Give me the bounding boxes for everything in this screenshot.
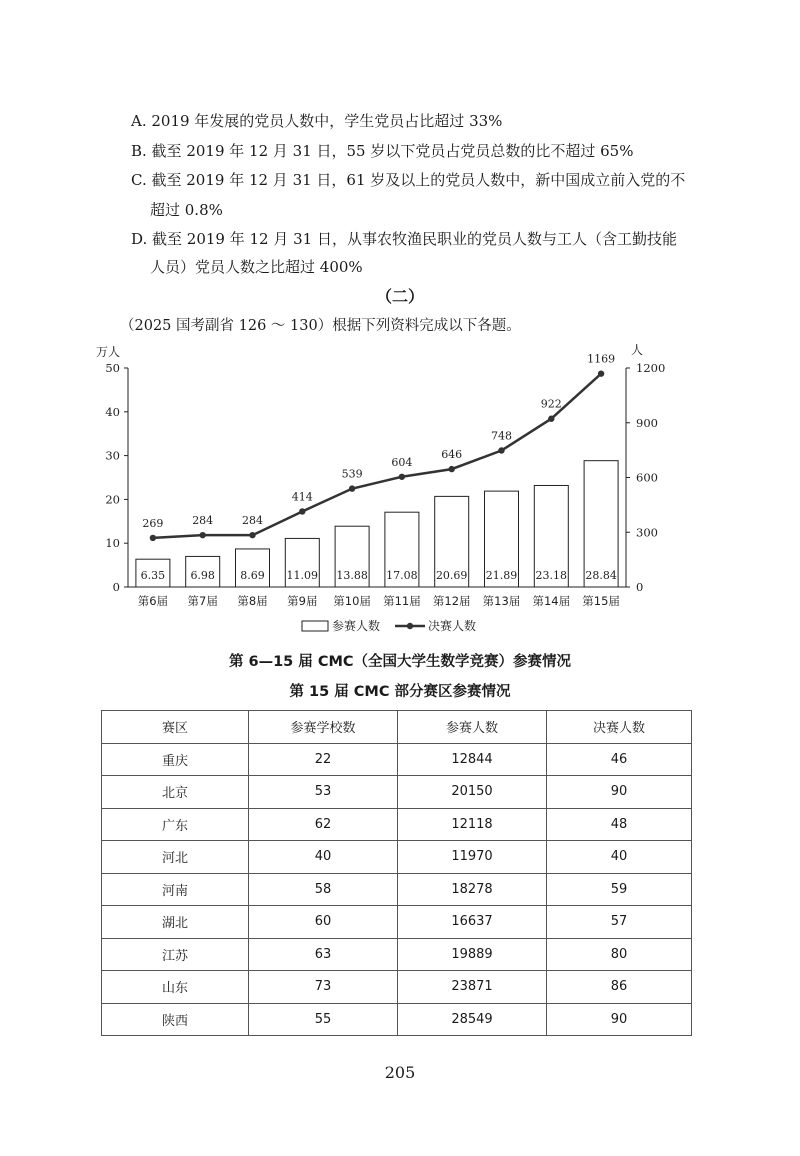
option-d-continued: 人员）党员人数之比超过 400% xyxy=(150,258,363,276)
cell-region: 江苏 xyxy=(102,938,249,971)
cell-region: 河北 xyxy=(102,841,249,874)
bar-value-label: 8.69 xyxy=(240,569,265,582)
table-row xyxy=(102,776,692,809)
line-point xyxy=(249,532,255,538)
cell-region: 河南 xyxy=(102,873,249,906)
line-value-label: 748 xyxy=(491,429,512,443)
cell-region: 湖北 xyxy=(102,906,249,939)
bar-value-label: 28.84 xyxy=(585,569,617,582)
y-right-unit: 人 xyxy=(631,343,644,357)
cell-region: 陕西 xyxy=(102,1003,249,1036)
cell-participants: 12118 xyxy=(398,808,547,841)
cell-participants: 23871 xyxy=(398,971,547,1004)
y-left-tick-label: 20 xyxy=(105,492,120,507)
cell-participants: 18278 xyxy=(398,873,547,906)
cell-schools: 40 xyxy=(249,841,398,874)
cell-finalists: 48 xyxy=(547,808,692,841)
legend-line-label: 决赛人数 xyxy=(428,619,477,633)
cell-participants: 28549 xyxy=(398,1003,547,1036)
table-row xyxy=(102,743,692,776)
y-left-unit: 万人 xyxy=(96,345,121,359)
cell-participants: 19889 xyxy=(398,938,547,971)
region-table xyxy=(101,710,692,1036)
line-value-label: 284 xyxy=(192,514,214,528)
line-point xyxy=(150,535,156,541)
x-tick-label: 第11届 xyxy=(383,594,421,608)
cell-schools: 55 xyxy=(249,1003,398,1036)
option-c-continued: 超过 0.8% xyxy=(150,201,223,219)
cell-schools: 63 xyxy=(249,938,398,971)
cell-region: 重庆 xyxy=(102,743,249,776)
col-header-finalists: 决赛人数 xyxy=(547,711,692,744)
x-tick-label: 第7届 xyxy=(187,594,218,608)
table-header-row xyxy=(102,711,692,744)
cell-region: 北京 xyxy=(102,776,249,809)
cell-participants: 20150 xyxy=(398,776,547,809)
bar-value-label: 17.08 xyxy=(386,569,418,582)
y-right-tick-label: 900 xyxy=(636,415,658,430)
line-value-label: 414 xyxy=(291,490,313,504)
line-value-label: 922 xyxy=(540,397,562,411)
cell-finalists: 40 xyxy=(547,841,692,874)
y-right-tick-label: 300 xyxy=(636,525,658,540)
cell-finalists: 46 xyxy=(547,743,692,776)
cell-schools: 60 xyxy=(249,906,398,939)
cell-schools: 53 xyxy=(249,776,398,809)
legend-bar-swatch xyxy=(302,621,328,631)
table-row xyxy=(102,873,692,906)
line-value-label: 539 xyxy=(341,467,363,481)
x-tick-label: 第6届 xyxy=(137,594,169,608)
legend-line-marker xyxy=(407,623,413,629)
x-tick-label: 第12届 xyxy=(432,594,471,608)
cell-participants: 16637 xyxy=(398,906,547,939)
line-point xyxy=(449,466,455,472)
x-tick-label: 第8届 xyxy=(237,594,268,608)
table-title: 第 15 届 CMC 部分赛区参赛情况 xyxy=(289,684,511,700)
table-row xyxy=(102,906,692,939)
table-row xyxy=(102,938,692,971)
cell-finalists: 90 xyxy=(547,1003,692,1036)
line-value-label: 284 xyxy=(242,514,263,528)
x-tick-label: 第14届 xyxy=(532,594,571,608)
cell-region: 山东 xyxy=(102,971,249,1004)
x-tick-label: 第15届 xyxy=(582,594,620,608)
line-value-label: 646 xyxy=(441,448,463,462)
y-left-tick-label: 10 xyxy=(105,536,120,551)
col-header-participants: 参赛人数 xyxy=(398,711,547,744)
line-point xyxy=(299,508,305,514)
bar-value-label: 13.88 xyxy=(336,569,368,582)
option-b: B. 截至 2019 年 12 月 31 日，55 岁以下党员占党员总数的比不超过 65% xyxy=(131,142,634,160)
option-c: C. 截至 2019 年 12 月 31 日，61 岁及以上的党员人数中，新中国成立前入党的不 xyxy=(131,171,686,189)
line-point xyxy=(399,474,405,480)
cell-finalists: 90 xyxy=(547,776,692,809)
line-point xyxy=(548,416,554,422)
line-point xyxy=(200,532,206,538)
line-point xyxy=(498,447,504,453)
line-point xyxy=(598,370,604,376)
line-value-label: 604 xyxy=(391,455,413,469)
cell-region: 广东 xyxy=(102,808,249,841)
table-row xyxy=(102,1003,692,1036)
y-right-tick-label: 1200 xyxy=(636,361,666,375)
cell-finalists: 80 xyxy=(547,938,692,971)
line-value-label: 1169 xyxy=(587,352,616,366)
cell-schools: 62 xyxy=(249,808,398,841)
col-header-schools: 参赛学校数 xyxy=(249,711,398,744)
cell-schools: 22 xyxy=(249,743,398,776)
cell-schools: 58 xyxy=(249,873,398,906)
cell-finalists: 86 xyxy=(547,971,692,1004)
table-row xyxy=(102,971,692,1004)
y-left-tick-label: 0 xyxy=(112,580,120,594)
option-d: D. 截至 2019 年 12 月 31 日，从事农牧渔民职业的党员人数与工人（含工勤技能 xyxy=(131,230,677,248)
bar-value-label: 6.98 xyxy=(190,569,215,582)
cell-finalists: 59 xyxy=(547,873,692,906)
bar-value-label: 6.35 xyxy=(140,569,166,582)
bar-value-label: 20.69 xyxy=(435,569,468,582)
line-point xyxy=(349,485,355,491)
col-header-region: 赛区 xyxy=(102,711,249,744)
x-tick-label: 第13届 xyxy=(482,594,521,608)
table-row xyxy=(102,808,692,841)
bar-value-label: 21.89 xyxy=(485,569,518,582)
table-row xyxy=(102,841,692,874)
cmc-participation-chart xyxy=(0,336,800,646)
cell-schools: 73 xyxy=(249,971,398,1004)
cell-participants: 11970 xyxy=(398,841,547,874)
bar-value-label: 11.09 xyxy=(286,569,319,582)
y-left-tick-label: 50 xyxy=(105,361,120,375)
intro-text: （2025 国考副省 126 ～ 130）根据下列资料完成以下各题。 xyxy=(120,318,521,334)
section-number: （二） xyxy=(375,287,424,306)
y-right-tick-label: 600 xyxy=(636,470,658,485)
x-tick-label: 第10届 xyxy=(333,594,371,608)
chart-title: 第 6—15 届 CMC（全国大学生数学竞赛）参赛情况 xyxy=(228,654,572,670)
cell-participants: 12844 xyxy=(398,743,547,776)
legend-bar-label: 参赛人数 xyxy=(332,619,381,633)
cell-finalists: 57 xyxy=(547,906,692,939)
x-tick-label: 第9届 xyxy=(287,594,318,608)
option-a: A. 2019 年发展的党员人数中，学生党员占比超过 33% xyxy=(131,112,503,130)
y-left-tick-label: 40 xyxy=(105,404,120,419)
line-value-label: 269 xyxy=(142,516,164,530)
bar-value-label: 23.18 xyxy=(535,569,568,582)
y-right-tick-label: 0 xyxy=(636,580,644,594)
page-number: 205 xyxy=(384,1063,416,1082)
y-left-tick-label: 30 xyxy=(105,448,120,463)
